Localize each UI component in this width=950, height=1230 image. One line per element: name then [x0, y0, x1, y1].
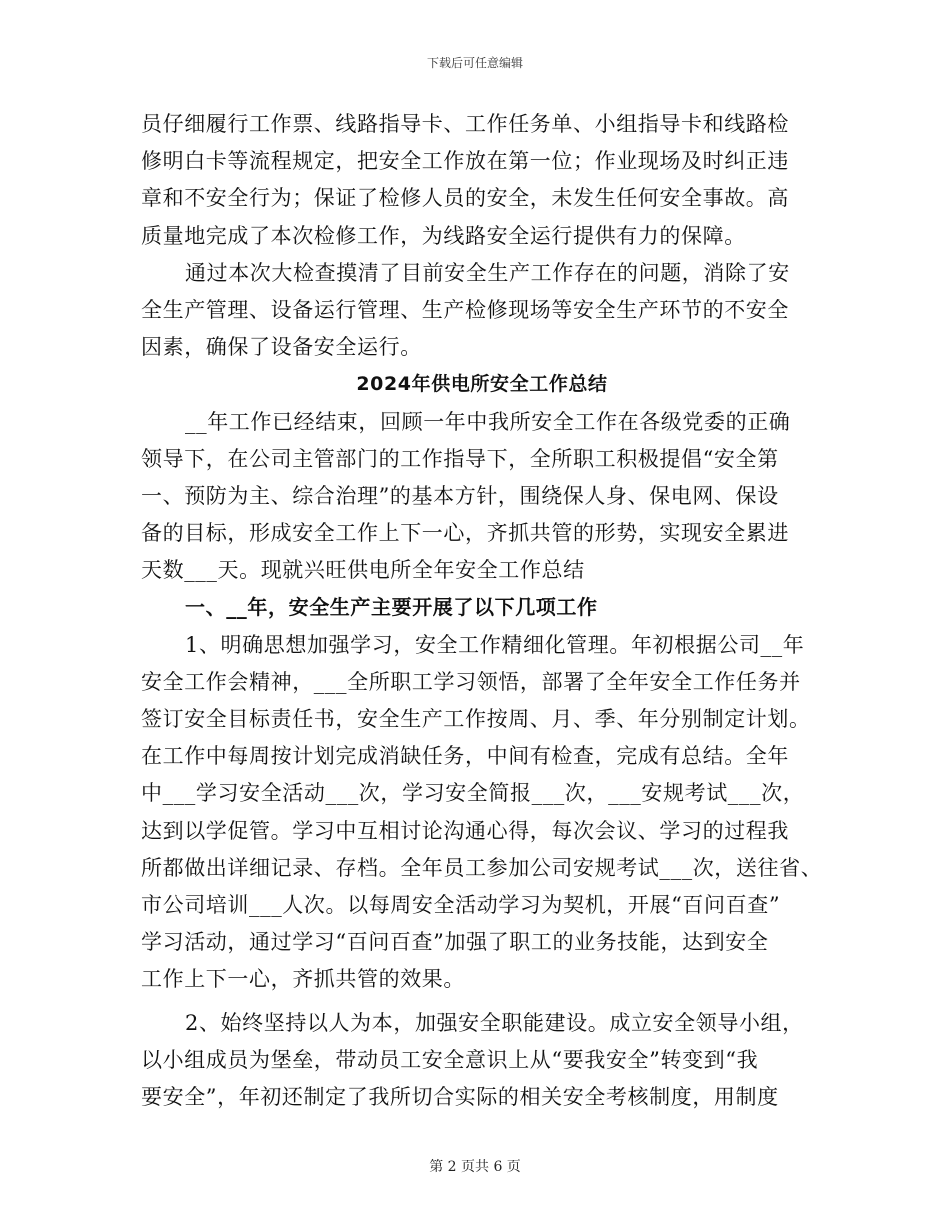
section-heading: 一、__年，安全生产主要开展了以下几项工作	[185, 595, 598, 620]
paragraph-start: 2、始终坚持以人为本，加强安全职能建设。成立安全领导小组，	[185, 1010, 804, 1035]
body-line: 市公司培训___人次。以每周安全活动学习为契机，开展“百问百查”	[141, 892, 781, 917]
body-line: 修明白卡等流程规定，把安全工作放在第一位；作业现场及时纠正违	[141, 149, 789, 174]
body-line: 一、预防为主、综合治理”的基本方针，围绕保人身、保电网、保设	[141, 483, 779, 508]
page-header: 下载后可任意编辑	[426, 56, 523, 70]
paragraph-start: 1、明确思想加强学习，安全工作精细化管理。年初根据公司__年	[185, 632, 805, 657]
body-line: 章和不安全行为；保证了检修人员的安全，未发生任何安全事故。高	[141, 186, 789, 211]
body-line: 达到以学促管。学习中互相讨论沟通心得，每次会议、学习的过程我	[141, 818, 789, 843]
body-line: 学习活动，通过学习“百问百查”加强了职工的业务技能，达到安全	[141, 930, 769, 955]
body-line: 领导下，在公司主管部门的工作指导下，全所职工积极提倡“安全第	[141, 446, 779, 471]
body-line: 在工作中每周按计划完成消缺任务，中间有检查，完成有总结。全年	[141, 744, 789, 769]
body-line: 质量地完成了本次检修工作，为线路安全运行提供有力的保障。	[141, 223, 746, 248]
paragraph-start: 通过本次大检查摸清了目前安全生产工作存在的问题，消除了安	[185, 260, 790, 285]
body-line: 因素，确保了设备安全运行。	[141, 335, 422, 360]
paragraph-start: __年工作已经结束，回顾一年中我所安全工作在各级党委的正确	[185, 409, 791, 434]
body-line: 全生产管理、设备运行管理、生产检修现场等安全生产环节的不安全	[141, 297, 789, 322]
document-body	[141, 106, 823, 1116]
body-line: 备的目标，形成安全工作上下一心，齐抓共管的形势，实现安全累进	[141, 521, 789, 546]
body-line: 天数___天。现就兴旺供电所全年安全工作总结	[141, 558, 585, 583]
body-line: 所都做出详细记录、存档。全年员工参加公司安规考试___次，送往省、	[141, 855, 823, 880]
body-line: 要安全”，年初还制定了我所切合实际的相关安全考核制度，用制度	[141, 1084, 779, 1109]
body-line: 中___学习安全活动___次，学习安全简报___次，___安规考试___次，	[141, 781, 805, 806]
body-line: 以小组成员为堡垒，带动员工安全意识上从“要我安全”转变到“我	[141, 1047, 759, 1072]
body-line: 签订安全目标责任书，安全生产工作按周、月、季、年分别制定计划。	[141, 707, 811, 731]
body-line: 员仔细履行工作票、线路指导卡、工作任务单、小组指导卡和线路检	[141, 112, 789, 136]
document-title: 2024年供电所安全工作总结	[356, 373, 608, 396]
body-line: 安全工作会精神，___全所职工学习领悟，部署了全年安全工作任务并	[141, 669, 801, 694]
page-number: 第 2 页共 6 页	[429, 1159, 521, 1175]
body-line: 工作上下一心，齐抓共管的效果。	[141, 967, 465, 992]
